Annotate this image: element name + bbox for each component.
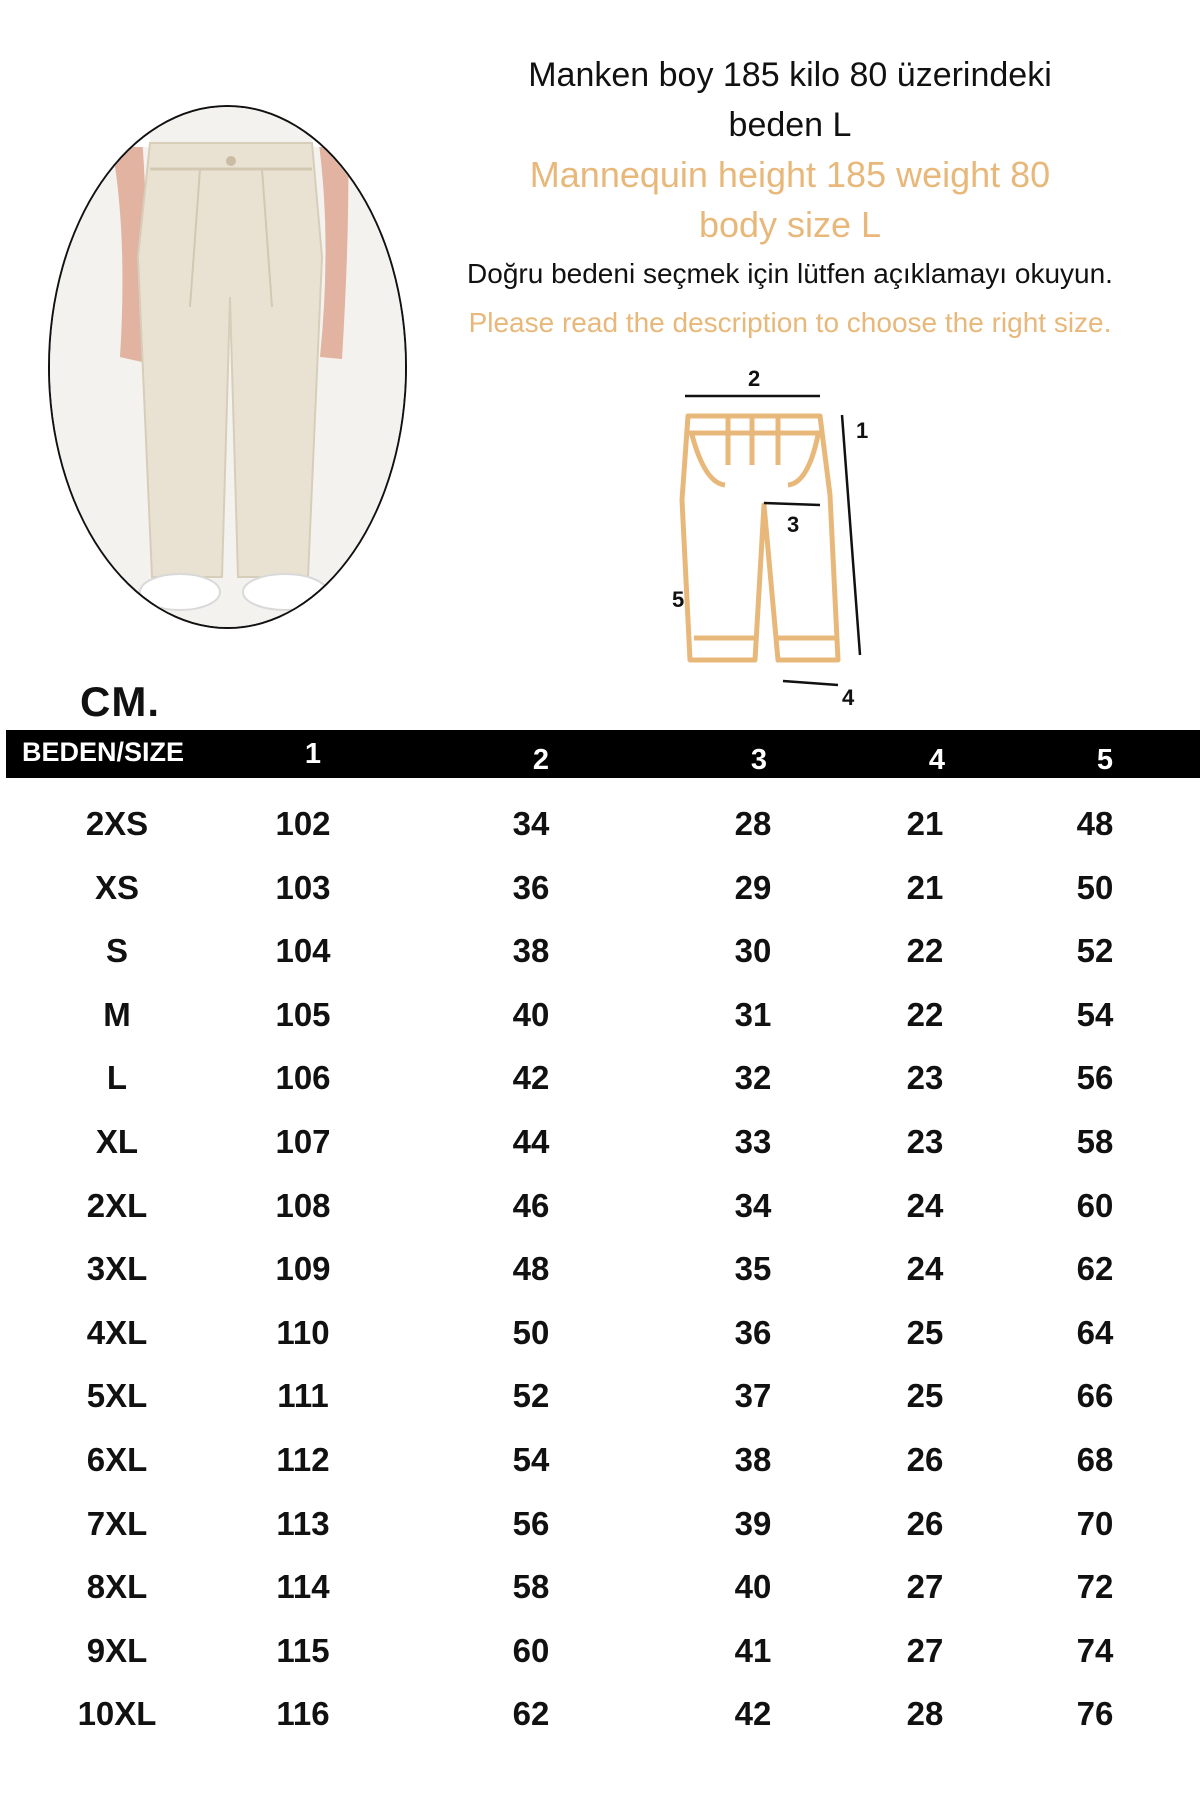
- value-cell-2: 56: [512, 1504, 550, 1542]
- size-cell: 3XL: [86, 1250, 148, 1288]
- table-row: [0, 1110, 1200, 1174]
- intro-text-block: [420, 50, 1160, 348]
- diagram-label-5: 5: [672, 587, 685, 612]
- table-row: [0, 919, 1200, 983]
- value-cell-3: 41: [734, 1631, 772, 1669]
- value-cell-4: 27: [906, 1631, 944, 1669]
- value-cell-3: 33: [734, 1122, 772, 1160]
- value-cell-5: 76: [1076, 1695, 1114, 1733]
- size-cell: XL: [95, 1122, 139, 1160]
- value-cell-1: 103: [275, 868, 331, 906]
- table-row: [0, 983, 1200, 1047]
- mannequin-info-tr-line2: beden L: [728, 106, 852, 144]
- value-cell-1: 112: [276, 1440, 330, 1478]
- table-row: [0, 1046, 1200, 1110]
- value-cell-1: 104: [275, 932, 331, 970]
- value-cell-3: 28: [734, 805, 772, 842]
- value-cell-4: 23: [906, 1122, 944, 1160]
- value-cell-4: 27: [906, 1568, 944, 1606]
- size-cell: 8XL: [86, 1568, 148, 1606]
- value-cell-2: 54: [512, 1440, 550, 1478]
- value-cell-4: 26: [906, 1440, 944, 1478]
- table-row: [0, 1555, 1200, 1619]
- diagram-label-3: 3: [787, 512, 800, 537]
- size-cell: M: [103, 995, 131, 1033]
- size-cell: 2XL: [86, 1186, 148, 1224]
- value-cell-5: 68: [1076, 1440, 1114, 1478]
- value-cell-5: 58: [1076, 1122, 1114, 1160]
- value-cell-2: 60: [512, 1631, 550, 1669]
- value-cell-4: 25: [906, 1377, 944, 1415]
- size-cell: 9XL: [86, 1631, 148, 1669]
- table-row: [0, 1492, 1200, 1556]
- size-cell: XS: [94, 868, 140, 906]
- size-cell: 2XS: [85, 805, 149, 842]
- value-cell-3: 35: [734, 1250, 772, 1288]
- trousers-diagram-icon: [660, 355, 900, 725]
- value-cell-4: 22: [906, 995, 944, 1033]
- value-cell-1: 106: [275, 1059, 331, 1097]
- table-row: [0, 1619, 1200, 1683]
- value-cell-1: 109: [275, 1250, 331, 1288]
- diagram-label-2: 2: [748, 366, 761, 391]
- value-cell-5: 64: [1076, 1313, 1114, 1351]
- size-table-header: [6, 730, 1200, 778]
- value-cell-1: 111: [277, 1377, 329, 1415]
- value-cell-1: 108: [275, 1186, 331, 1224]
- size-cell: 10XL: [77, 1695, 157, 1733]
- value-cell-3: 30: [734, 932, 772, 970]
- value-cell-5: 60: [1076, 1186, 1114, 1224]
- table-row: [0, 856, 1200, 920]
- value-cell-4: 24: [906, 1250, 944, 1288]
- value-cell-3: 38: [734, 1440, 772, 1478]
- value-cell-5: 54: [1076, 995, 1114, 1033]
- value-cell-5: 56: [1076, 1059, 1114, 1097]
- value-cell-5: 70: [1076, 1504, 1114, 1542]
- value-cell-3: 37: [734, 1377, 772, 1415]
- value-cell-5: 66: [1076, 1377, 1114, 1415]
- table-row: [0, 1428, 1200, 1492]
- value-cell-5: 72: [1076, 1568, 1114, 1606]
- size-cell: L: [106, 1059, 128, 1097]
- product-photo: [48, 105, 407, 629]
- value-cell-1: 105: [275, 995, 331, 1033]
- value-cell-3: 34: [734, 1186, 772, 1224]
- value-cell-3: 32: [734, 1059, 772, 1097]
- table-row: [0, 1682, 1200, 1746]
- value-cell-1: 102: [275, 805, 331, 842]
- value-cell-1: 114: [276, 1568, 330, 1606]
- value-cell-1: 113: [276, 1504, 330, 1542]
- value-cell-2: 34: [512, 805, 550, 842]
- header-col-5: 5: [1096, 744, 1114, 776]
- value-cell-2: 40: [512, 995, 550, 1033]
- value-cell-2: 52: [512, 1377, 550, 1415]
- value-cell-5: 52: [1076, 932, 1114, 970]
- value-cell-2: 44: [512, 1122, 550, 1160]
- size-cell: 5XL: [86, 1377, 148, 1415]
- value-cell-3: 40: [734, 1568, 772, 1606]
- value-cell-3: 29: [734, 868, 772, 906]
- value-cell-1: 107: [275, 1122, 331, 1160]
- table-row: [0, 1174, 1200, 1238]
- table-row: [0, 1301, 1200, 1365]
- size-cell: 6XL: [86, 1440, 148, 1478]
- size-cell: S: [105, 932, 128, 970]
- value-cell-1: 110: [276, 1313, 330, 1351]
- table-row: [0, 792, 1200, 856]
- unit-label: CM.: [80, 678, 160, 725]
- value-cell-3: 39: [734, 1504, 772, 1542]
- header-col-1: 1: [304, 738, 322, 770]
- value-cell-1: 115: [276, 1631, 330, 1669]
- value-cell-2: 58: [512, 1568, 550, 1606]
- header-col-2: 2: [532, 744, 550, 776]
- size-note-en: Please read the description to choose the right size.: [468, 307, 1112, 338]
- value-cell-5: 48: [1076, 805, 1114, 842]
- value-cell-3: 42: [734, 1695, 772, 1733]
- mannequin-info-en-line1: Mannequin height 185 weight 80: [529, 154, 1051, 195]
- mannequin-info-tr-line1: Manken boy 185 kilo 80 üzerindeki: [528, 56, 1052, 94]
- value-cell-2: 50: [512, 1313, 550, 1351]
- value-cell-4: 28: [906, 1695, 944, 1733]
- size-cell: 4XL: [86, 1313, 148, 1351]
- mannequin-info-en-line2: body size L: [698, 204, 882, 245]
- value-cell-5: 62: [1076, 1250, 1114, 1288]
- header-size: BEDEN/SIZE: [22, 737, 185, 767]
- value-cell-2: 46: [512, 1186, 550, 1224]
- value-cell-2: 48: [512, 1250, 550, 1288]
- value-cell-3: 36: [734, 1313, 772, 1351]
- value-cell-4: 26: [906, 1504, 944, 1542]
- value-cell-2: 36: [512, 868, 550, 906]
- value-cell-1: 116: [276, 1695, 330, 1733]
- value-cell-4: 25: [906, 1313, 944, 1351]
- value-cell-4: 23: [906, 1059, 944, 1097]
- value-cell-4: 21: [906, 805, 944, 842]
- header-col-4: 4: [928, 744, 946, 776]
- value-cell-4: 24: [906, 1186, 944, 1224]
- measurement-diagram: [660, 355, 900, 725]
- trousers-illustration: [50, 107, 405, 627]
- header-col-3: 3: [750, 744, 768, 776]
- value-cell-3: 31: [734, 995, 772, 1033]
- size-table-body: [0, 792, 1200, 1746]
- value-cell-2: 38: [512, 932, 550, 970]
- diagram-label-4: 4: [842, 685, 855, 710]
- table-row: [0, 1237, 1200, 1301]
- size-cell: 7XL: [86, 1504, 148, 1542]
- value-cell-4: 22: [906, 932, 944, 970]
- value-cell-2: 62: [512, 1695, 550, 1733]
- table-row: [0, 1364, 1200, 1428]
- value-cell-5: 74: [1076, 1631, 1114, 1669]
- value-cell-2: 42: [512, 1059, 550, 1097]
- diagram-label-1: 1: [856, 418, 869, 443]
- size-note-tr: Doğru bedeni seçmek için lütfen açıklamayı okuyun.: [467, 258, 1113, 289]
- value-cell-4: 21: [906, 868, 944, 906]
- value-cell-5: 50: [1076, 868, 1114, 906]
